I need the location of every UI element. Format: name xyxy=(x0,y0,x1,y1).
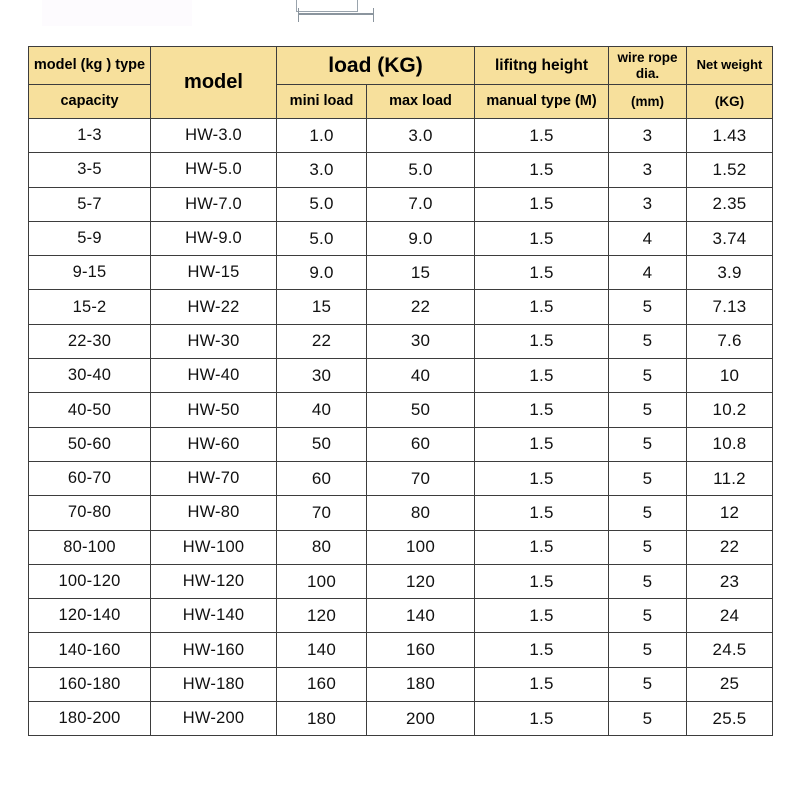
cell-wire-rope-dia: 3 xyxy=(609,119,687,153)
header-net-weight-unit: (KG) xyxy=(687,85,773,119)
cell-capacity: 100-120 xyxy=(29,564,151,598)
cell-model: HW-50 xyxy=(151,393,277,427)
cell-wire-rope-dia: 3 xyxy=(609,153,687,187)
cell-net-weight: 7.13 xyxy=(687,290,773,324)
cell-max-load: 100 xyxy=(367,530,475,564)
cell-lifting-height: 1.5 xyxy=(475,153,609,187)
header-mini-load: mini load xyxy=(277,85,367,119)
cell-lifting-height: 1.5 xyxy=(475,667,609,701)
cell-mini-load: 100 xyxy=(277,564,367,598)
cell-model: HW-22 xyxy=(151,290,277,324)
cell-mini-load: 140 xyxy=(277,633,367,667)
cell-wire-rope-dia: 5 xyxy=(609,702,687,736)
cell-mini-load: 70 xyxy=(277,496,367,530)
cell-lifting-height: 1.5 xyxy=(475,187,609,221)
cell-wire-rope-dia: 4 xyxy=(609,221,687,255)
cell-net-weight: 24 xyxy=(687,599,773,633)
cell-net-weight: 11.2 xyxy=(687,461,773,495)
cell-max-load: 7.0 xyxy=(367,187,475,221)
dimension-box xyxy=(296,0,358,12)
dimension-callout xyxy=(296,0,376,22)
cell-lifting-height: 1.5 xyxy=(475,324,609,358)
cell-net-weight: 10 xyxy=(687,359,773,393)
cell-lifting-height: 1.5 xyxy=(475,393,609,427)
cell-model: HW-180 xyxy=(151,667,277,701)
header-capacity-type: model (kg ) type xyxy=(29,47,151,85)
table-row xyxy=(29,359,773,393)
header-wire-rope-dia: wire rope dia. xyxy=(609,47,687,85)
cell-mini-load: 15 xyxy=(277,290,367,324)
table-header-row-top xyxy=(29,47,773,85)
cell-wire-rope-dia: 5 xyxy=(609,359,687,393)
cell-capacity: 22-30 xyxy=(29,324,151,358)
cell-capacity: 5-9 xyxy=(29,221,151,255)
cell-wire-rope-dia: 5 xyxy=(609,461,687,495)
cell-wire-rope-dia: 5 xyxy=(609,290,687,324)
cell-wire-rope-dia: 5 xyxy=(609,564,687,598)
cell-net-weight: 23 xyxy=(687,564,773,598)
cell-mini-load: 5.0 xyxy=(277,187,367,221)
cell-wire-rope-dia: 5 xyxy=(609,633,687,667)
cell-model: HW-3.0 xyxy=(151,119,277,153)
cell-net-weight: 25 xyxy=(687,667,773,701)
cell-mini-load: 60 xyxy=(277,461,367,495)
cell-max-load: 5.0 xyxy=(367,153,475,187)
table-row xyxy=(29,119,773,153)
cell-max-load: 120 xyxy=(367,564,475,598)
table-header-row-sub xyxy=(29,85,773,119)
cell-capacity: 15-2 xyxy=(29,290,151,324)
cell-mini-load: 40 xyxy=(277,393,367,427)
cell-model: HW-30 xyxy=(151,324,277,358)
cell-wire-rope-dia: 5 xyxy=(609,427,687,461)
cell-net-weight: 10.8 xyxy=(687,427,773,461)
dimension-tick-right-icon xyxy=(373,8,374,22)
cell-max-load: 30 xyxy=(367,324,475,358)
cell-wire-rope-dia: 5 xyxy=(609,496,687,530)
header-net-weight: Net weight xyxy=(687,47,773,85)
cell-mini-load: 5.0 xyxy=(277,221,367,255)
cell-model: HW-140 xyxy=(151,599,277,633)
dimension-tick-left-icon xyxy=(298,8,299,22)
cell-model: HW-9.0 xyxy=(151,221,277,255)
cell-wire-rope-dia: 5 xyxy=(609,530,687,564)
cell-model: HW-15 xyxy=(151,256,277,290)
cell-mini-load: 80 xyxy=(277,530,367,564)
cell-lifting-height: 1.5 xyxy=(475,427,609,461)
cell-net-weight: 12 xyxy=(687,496,773,530)
table-row xyxy=(29,153,773,187)
cell-lifting-height: 1.5 xyxy=(475,702,609,736)
cell-mini-load: 120 xyxy=(277,599,367,633)
table-row xyxy=(29,496,773,530)
cell-lifting-height: 1.5 xyxy=(475,530,609,564)
table-header xyxy=(29,47,773,119)
cell-capacity: 40-50 xyxy=(29,393,151,427)
cell-max-load: 40 xyxy=(367,359,475,393)
cell-capacity: 180-200 xyxy=(29,702,151,736)
dimension-label xyxy=(296,0,358,1)
header-model: model xyxy=(151,47,277,119)
table-row xyxy=(29,427,773,461)
cell-max-load: 200 xyxy=(367,702,475,736)
cell-model: HW-7.0 xyxy=(151,187,277,221)
cell-model: HW-80 xyxy=(151,496,277,530)
table-row xyxy=(29,393,773,427)
cell-max-load: 160 xyxy=(367,633,475,667)
cell-mini-load: 30 xyxy=(277,359,367,393)
cell-max-load: 22 xyxy=(367,290,475,324)
specification-table xyxy=(28,46,773,736)
cell-capacity: 50-60 xyxy=(29,427,151,461)
header-capacity: capacity xyxy=(29,85,151,119)
header-wire-rope-unit: (mm) xyxy=(609,85,687,119)
cell-lifting-height: 1.5 xyxy=(475,599,609,633)
header-lifting-height: lifitng height xyxy=(475,47,609,85)
cell-wire-rope-dia: 5 xyxy=(609,324,687,358)
cell-wire-rope-dia: 5 xyxy=(609,393,687,427)
cell-lifting-height: 1.5 xyxy=(475,564,609,598)
table-row xyxy=(29,324,773,358)
cell-net-weight: 24.5 xyxy=(687,633,773,667)
cell-max-load: 60 xyxy=(367,427,475,461)
table-row xyxy=(29,667,773,701)
cell-net-weight: 7.6 xyxy=(687,324,773,358)
cell-net-weight: 25.5 xyxy=(687,702,773,736)
table-body xyxy=(29,119,773,736)
cell-max-load: 50 xyxy=(367,393,475,427)
cell-lifting-height: 1.5 xyxy=(475,119,609,153)
table-row xyxy=(29,187,773,221)
cell-model: HW-160 xyxy=(151,633,277,667)
cell-net-weight: 10.2 xyxy=(687,393,773,427)
cell-wire-rope-dia: 5 xyxy=(609,667,687,701)
cell-wire-rope-dia: 4 xyxy=(609,256,687,290)
cell-lifting-height: 1.5 xyxy=(475,256,609,290)
cell-lifting-height: 1.5 xyxy=(475,221,609,255)
table-row xyxy=(29,290,773,324)
cell-max-load: 3.0 xyxy=(367,119,475,153)
cell-lifting-height: 1.5 xyxy=(475,496,609,530)
cell-mini-load: 1.0 xyxy=(277,119,367,153)
cell-model: HW-120 xyxy=(151,564,277,598)
cell-capacity: 120-140 xyxy=(29,599,151,633)
cell-max-load: 70 xyxy=(367,461,475,495)
cell-capacity: 140-160 xyxy=(29,633,151,667)
scan-background-wash xyxy=(42,0,192,26)
table-row xyxy=(29,530,773,564)
cell-max-load: 180 xyxy=(367,667,475,701)
cell-lifting-height: 1.5 xyxy=(475,461,609,495)
table-row xyxy=(29,256,773,290)
cell-max-load: 140 xyxy=(367,599,475,633)
cell-model: HW-40 xyxy=(151,359,277,393)
cell-net-weight: 1.43 xyxy=(687,119,773,153)
cell-model: HW-70 xyxy=(151,461,277,495)
cell-lifting-height: 1.5 xyxy=(475,290,609,324)
cell-mini-load: 50 xyxy=(277,427,367,461)
cell-capacity: 9-15 xyxy=(29,256,151,290)
cell-mini-load: 180 xyxy=(277,702,367,736)
cell-max-load: 15 xyxy=(367,256,475,290)
table-row xyxy=(29,599,773,633)
cell-capacity: 80-100 xyxy=(29,530,151,564)
table-row xyxy=(29,633,773,667)
header-load-group: load (KG) xyxy=(277,47,475,85)
cell-capacity: 5-7 xyxy=(29,187,151,221)
cell-net-weight: 22 xyxy=(687,530,773,564)
cell-mini-load: 160 xyxy=(277,667,367,701)
cell-net-weight: 3.74 xyxy=(687,221,773,255)
cell-wire-rope-dia: 3 xyxy=(609,187,687,221)
cell-lifting-height: 1.5 xyxy=(475,359,609,393)
cell-capacity: 30-40 xyxy=(29,359,151,393)
cell-capacity: 70-80 xyxy=(29,496,151,530)
cell-net-weight: 3.9 xyxy=(687,256,773,290)
cell-max-load: 9.0 xyxy=(367,221,475,255)
cell-capacity: 60-70 xyxy=(29,461,151,495)
cell-capacity: 3-5 xyxy=(29,153,151,187)
cell-max-load: 80 xyxy=(367,496,475,530)
cell-capacity: 160-180 xyxy=(29,667,151,701)
cell-net-weight: 2.35 xyxy=(687,187,773,221)
cell-mini-load: 9.0 xyxy=(277,256,367,290)
cell-lifting-height: 1.5 xyxy=(475,633,609,667)
header-max-load: max load xyxy=(367,85,475,119)
cell-mini-load: 3.0 xyxy=(277,153,367,187)
table-row xyxy=(29,702,773,736)
table-row xyxy=(29,461,773,495)
cell-model: HW-60 xyxy=(151,427,277,461)
cell-net-weight: 1.52 xyxy=(687,153,773,187)
cell-wire-rope-dia: 5 xyxy=(609,599,687,633)
header-manual-type: manual type (M) xyxy=(475,85,609,119)
cell-model: HW-200 xyxy=(151,702,277,736)
cell-mini-load: 22 xyxy=(277,324,367,358)
cell-model: HW-100 xyxy=(151,530,277,564)
cell-capacity: 1-3 xyxy=(29,119,151,153)
cell-model: HW-5.0 xyxy=(151,153,277,187)
table-row xyxy=(29,564,773,598)
table-row xyxy=(29,221,773,255)
dimension-line-icon xyxy=(298,13,374,15)
